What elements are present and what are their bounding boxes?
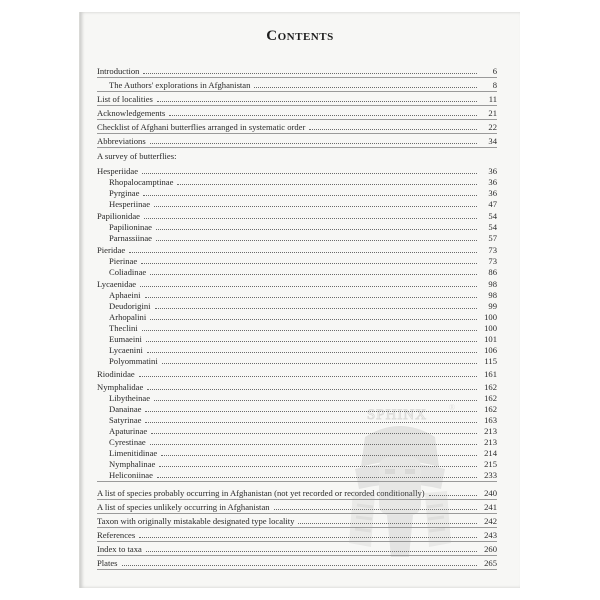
toc-entry-label: Heliconiinae bbox=[109, 470, 153, 480]
toc-entry-label: Pierinae bbox=[109, 256, 138, 266]
toc-entry-page-number: 73 bbox=[488, 256, 497, 266]
toc-entry-page-number: 243 bbox=[484, 530, 497, 540]
toc-entry-page-number: 115 bbox=[484, 356, 497, 366]
toc-entry-page-number: 242 bbox=[484, 516, 497, 526]
toc-entry-page-number: 161 bbox=[484, 369, 497, 379]
dot-leader bbox=[154, 206, 477, 207]
toc-entry-label: A survey of butterflies: bbox=[97, 151, 177, 161]
toc-entry-page-number: 57 bbox=[488, 233, 497, 243]
toc-entry bbox=[97, 368, 497, 380]
toc-entry-page-number: 101 bbox=[484, 334, 497, 344]
toc-entry-label: List of localities bbox=[97, 94, 153, 104]
toc-entry-page-number: 54 bbox=[488, 211, 497, 221]
separator-line bbox=[97, 91, 497, 92]
toc-entry-page-number: 11 bbox=[488, 94, 497, 104]
toc-entry-page-number: 73 bbox=[488, 245, 497, 255]
dot-leader bbox=[156, 240, 477, 241]
toc-entry bbox=[97, 198, 497, 210]
separator-line bbox=[97, 77, 497, 78]
toc-entry-label: The Authors' explorations in Afghanistan bbox=[109, 80, 251, 90]
toc-entry-label: Taxon with originally mistakable designated type locality bbox=[97, 516, 295, 526]
toc-entry-label: Aphaeini bbox=[109, 290, 141, 300]
toc-entry-page-number: 100 bbox=[484, 312, 497, 322]
toc-entry-label: Introduction bbox=[97, 66, 140, 76]
dot-leader bbox=[177, 184, 477, 185]
toc-entry-label: A list of species unlikely occurring in Afghanistan bbox=[97, 502, 270, 512]
separator-line bbox=[97, 119, 497, 120]
toc-entry-page-number: 54 bbox=[488, 222, 497, 232]
toc-entry bbox=[97, 232, 497, 244]
dot-leader bbox=[140, 286, 477, 287]
toc-entry-page-number: 106 bbox=[484, 345, 497, 355]
toc-entry-page-number: 260 bbox=[484, 544, 497, 554]
toc-entry-label: Papilionidae bbox=[97, 211, 140, 221]
toc-entry-page-number: 98 bbox=[488, 290, 497, 300]
toc-entry-page-number: 162 bbox=[484, 393, 497, 403]
separator-line bbox=[97, 105, 497, 106]
toc-entry-label: Checklist of Afghani butterflies arranged in systematic order bbox=[97, 122, 306, 132]
toc-entry-label: Limenitidinae bbox=[109, 448, 158, 458]
toc-entry-page-number: 213 bbox=[484, 437, 497, 447]
toc-entry-label: Coliadinae bbox=[109, 267, 147, 277]
toc-entry bbox=[97, 150, 497, 162]
toc-entry-label: Pyrginae bbox=[109, 188, 140, 198]
dot-leader bbox=[147, 389, 477, 390]
toc-entry-page-number: 162 bbox=[484, 404, 497, 414]
watermark-text: SPHINX bbox=[366, 407, 428, 423]
toc-entry-page-number: 36 bbox=[488, 188, 497, 198]
toc-entry-label: Hesperiidae bbox=[97, 166, 139, 176]
toc-entry bbox=[97, 79, 497, 91]
toc-entry-label: Hesperiinae bbox=[109, 199, 151, 209]
dot-leader bbox=[146, 341, 477, 342]
dot-leader bbox=[141, 263, 477, 264]
dot-leader bbox=[139, 376, 477, 377]
toc-entry-label: Cyrestinae bbox=[109, 437, 146, 447]
dot-leader bbox=[144, 218, 477, 219]
separator-line bbox=[97, 147, 497, 148]
toc-entry-label: Satyrinae bbox=[109, 415, 142, 425]
toc-entry-label: Plates bbox=[97, 558, 118, 568]
toc-entry-label: A list of species probably occurring in Afghanistan (not yet recorded or recorded conditionally) bbox=[97, 488, 425, 498]
toc-entry-page-number: 100 bbox=[484, 323, 497, 333]
toc-entry-page-number: 36 bbox=[488, 166, 497, 176]
toc-entry bbox=[97, 121, 497, 133]
toc-entry-label: Danainae bbox=[109, 404, 142, 414]
toc-entry-page-number: 22 bbox=[488, 122, 497, 132]
toc-entry bbox=[97, 65, 497, 77]
toc-entry bbox=[97, 107, 497, 119]
dot-leader bbox=[147, 352, 477, 353]
toc-entry-page-number: 163 bbox=[484, 415, 497, 425]
separator-line bbox=[97, 569, 497, 570]
toc-entry-page-number: 162 bbox=[484, 382, 497, 392]
toc-entry-page-number: 98 bbox=[488, 279, 497, 289]
toc-entry-label: Nymphalidae bbox=[97, 382, 144, 392]
toc-entry-page-number: 213 bbox=[484, 426, 497, 436]
separator-line bbox=[97, 133, 497, 134]
toc-entry-page-number: 233 bbox=[484, 470, 497, 480]
toc-entry-label: Arhopalini bbox=[109, 312, 147, 322]
dot-leader bbox=[150, 319, 477, 320]
toc-entry-label: Pieridae bbox=[97, 245, 126, 255]
toc-entry-label: Rhopalocamptinae bbox=[109, 177, 174, 187]
toc-entry-label: Deudorigini bbox=[109, 301, 151, 311]
dot-leader bbox=[142, 173, 477, 174]
dot-leader bbox=[309, 129, 477, 130]
dot-leader bbox=[150, 143, 477, 144]
toc-entry-page-number: 47 bbox=[488, 199, 497, 209]
sphinx-watermark-logo bbox=[335, 397, 465, 567]
toc-entry-page-number: 215 bbox=[484, 459, 497, 469]
toc-entry-label: Apaturinae bbox=[109, 426, 148, 436]
toc-entry-page-number: 6 bbox=[492, 66, 497, 76]
watermark-registered-mark: ® bbox=[449, 403, 456, 412]
toc-entry-label: Riodinidae bbox=[97, 369, 135, 379]
book-page bbox=[79, 12, 520, 588]
toc-entry-label: Lycaenidae bbox=[97, 279, 137, 289]
toc-entry bbox=[97, 355, 497, 367]
dot-leader bbox=[156, 229, 477, 230]
toc-entry-page-number: 241 bbox=[484, 502, 497, 512]
dot-leader bbox=[145, 297, 477, 298]
toc-entry-label: Papilioninae bbox=[109, 222, 152, 232]
toc-entry-label: Abbreviations bbox=[97, 136, 146, 146]
toc-entry-label: Polyommatini bbox=[109, 356, 158, 366]
toc-entry-page-number: 34 bbox=[488, 136, 497, 146]
toc-entry-page-number: 265 bbox=[484, 558, 497, 568]
toc-entry-page-number: 86 bbox=[488, 267, 497, 277]
toc-entry-label: Libytheinae bbox=[109, 393, 151, 403]
dot-leader bbox=[169, 115, 477, 116]
toc-entry-label: Index to taxa bbox=[97, 544, 142, 554]
toc-entry-page-number: 36 bbox=[488, 177, 497, 187]
toc-entry-page-number: 99 bbox=[488, 301, 497, 311]
toc-entry-label: Acknowledgements bbox=[97, 108, 166, 118]
toc-entry-label: Eumaeini bbox=[109, 334, 142, 344]
toc-entry-page-number: 21 bbox=[488, 108, 497, 118]
dot-leader bbox=[162, 363, 477, 364]
dot-leader bbox=[129, 252, 477, 253]
toc-entry-label: Lycaenini bbox=[109, 345, 143, 355]
dot-leader bbox=[157, 101, 477, 102]
toc-entry-label: Theclini bbox=[109, 323, 138, 333]
dot-leader bbox=[143, 73, 477, 74]
dot-leader bbox=[155, 308, 477, 309]
toc-entry-page-number: 8 bbox=[492, 80, 497, 90]
toc-entry bbox=[97, 266, 497, 278]
toc-entry-page-number: 214 bbox=[484, 448, 497, 458]
toc-entry-page-number: 240 bbox=[484, 488, 497, 498]
dot-leader bbox=[142, 330, 477, 331]
toc-entry-label: Nymphalinae bbox=[109, 459, 156, 469]
dot-leader bbox=[150, 274, 477, 275]
dot-leader bbox=[143, 195, 477, 196]
toc-entry bbox=[97, 93, 497, 105]
toc-entry-label: Parnassiinae bbox=[109, 233, 152, 243]
dot-leader bbox=[254, 87, 477, 88]
toc-entry bbox=[97, 135, 497, 147]
page-title: Contents bbox=[266, 28, 334, 44]
toc-entry-label: References bbox=[97, 530, 136, 540]
